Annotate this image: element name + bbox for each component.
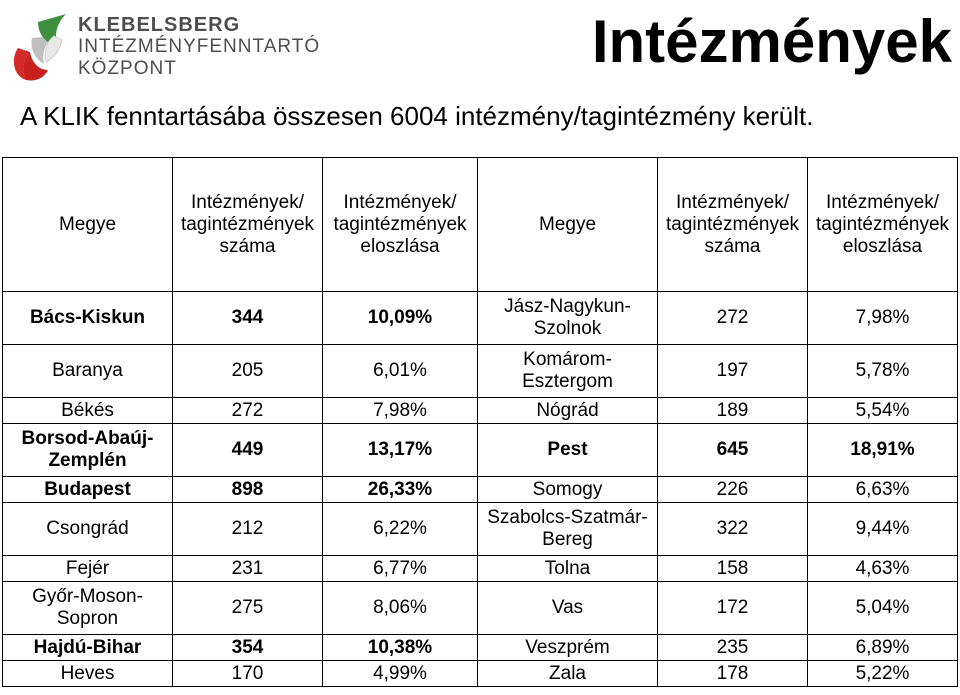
table-cell: 9,44% [808, 503, 958, 556]
table-cell: 7,98% [808, 292, 958, 345]
table-cell: 8,06% [323, 582, 478, 635]
table-row [3, 635, 958, 661]
table-row [3, 556, 958, 582]
table-cell: 4,63% [808, 556, 958, 582]
header-eloszlasa-1: Intézmények/ tagintézmények eloszlása [323, 158, 478, 292]
table-row [3, 503, 958, 556]
table-cell: 26,33% [323, 477, 478, 503]
table-cell: 344 [173, 292, 323, 345]
table-cell: Nógrád [478, 398, 658, 424]
table-cell: Győr-Moson-Sopron [3, 582, 173, 635]
table-cell: 172 [658, 582, 808, 635]
table-cell: 10,09% [323, 292, 478, 345]
table-cell: 212 [173, 503, 323, 556]
table-cell: Jász-Nagykun-Szolnok [478, 292, 658, 345]
table-row [3, 424, 958, 477]
table-cell: 189 [658, 398, 808, 424]
table-cell: 645 [658, 424, 808, 477]
table-cell: 10,38% [323, 635, 478, 661]
header-megye-2: Megye [478, 158, 658, 292]
institutions-table [2, 157, 958, 687]
table-cell: Szabolcs-Szatmár-Bereg [478, 503, 658, 556]
table-cell: Heves [3, 661, 173, 687]
table-row [3, 477, 958, 503]
table-cell: 449 [173, 424, 323, 477]
header-eloszlasa-2: Intézmények/ tagintézmények eloszlása [808, 158, 958, 292]
table-cell: 5,78% [808, 345, 958, 398]
table-row [3, 292, 958, 345]
table-cell: Pest [478, 424, 658, 477]
table-cell: 18,91% [808, 424, 958, 477]
table-cell: 6,22% [323, 503, 478, 556]
header-megye-1: Megye [3, 158, 173, 292]
logo-line-3: KÖZPONT [78, 58, 177, 79]
table-cell: 13,17% [323, 424, 478, 477]
table-row [3, 582, 958, 635]
logo-line-2: INTÉZMÉNYFENNTARTÓ [78, 36, 321, 57]
table-cell: Hajdú-Bihar [3, 635, 173, 661]
table-cell: 5,04% [808, 582, 958, 635]
table-cell: Csongrád [3, 503, 173, 556]
klebelsberg-logo [8, 8, 321, 88]
table-cell: 7,98% [323, 398, 478, 424]
table-cell: Tolna [478, 556, 658, 582]
table-cell: 226 [658, 477, 808, 503]
table-cell: 898 [173, 477, 323, 503]
table-cell: Borsod-Abaúj-Zemplén [3, 424, 173, 477]
table-cell: 178 [658, 661, 808, 687]
table-cell: Veszprém [478, 635, 658, 661]
table-cell: Zala [478, 661, 658, 687]
table-cell: 231 [173, 556, 323, 582]
table-cell: 205 [173, 345, 323, 398]
logo-line-1: KLEBELSBERG [78, 14, 241, 36]
table-cell: 4,99% [323, 661, 478, 687]
table-cell: Fejér [3, 556, 173, 582]
table-cell: 354 [173, 635, 323, 661]
table-cell: Vas [478, 582, 658, 635]
table-header-row [3, 158, 958, 292]
table-cell: 6,77% [323, 556, 478, 582]
header-szama-1: Intézmények/ tagintézmények száma [173, 158, 323, 292]
table-cell: 272 [658, 292, 808, 345]
table-cell: 197 [658, 345, 808, 398]
logo-emblem-icon [8, 8, 72, 88]
page-title: Intézmények [591, 8, 952, 75]
header-szama-2: Intézmények/ tagintézmények száma [658, 158, 808, 292]
table-cell: 6,63% [808, 477, 958, 503]
table-cell: 5,54% [808, 398, 958, 424]
table-cell: 6,01% [323, 345, 478, 398]
table-cell: Békés [3, 398, 173, 424]
table-cell: 158 [658, 556, 808, 582]
table-cell: Komárom-Esztergom [478, 345, 658, 398]
table-cell: Bács-Kiskun [3, 292, 173, 345]
table-cell: 322 [658, 503, 808, 556]
table-cell: 5,22% [808, 661, 958, 687]
table-cell: 275 [173, 582, 323, 635]
table-row [3, 345, 958, 398]
table-cell: 6,89% [808, 635, 958, 661]
table-cell: Budapest [3, 477, 173, 503]
table-cell: Somogy [478, 477, 658, 503]
page-subtitle: A KLIK fenntartásába összesen 6004 intézmény/tagintézmény került. [20, 101, 814, 131]
table-cell: 170 [173, 661, 323, 687]
table-row [3, 398, 958, 424]
table-cell: 235 [658, 635, 808, 661]
table-row [3, 661, 958, 687]
table-cell: Baranya [3, 345, 173, 398]
table-cell: 272 [173, 398, 323, 424]
